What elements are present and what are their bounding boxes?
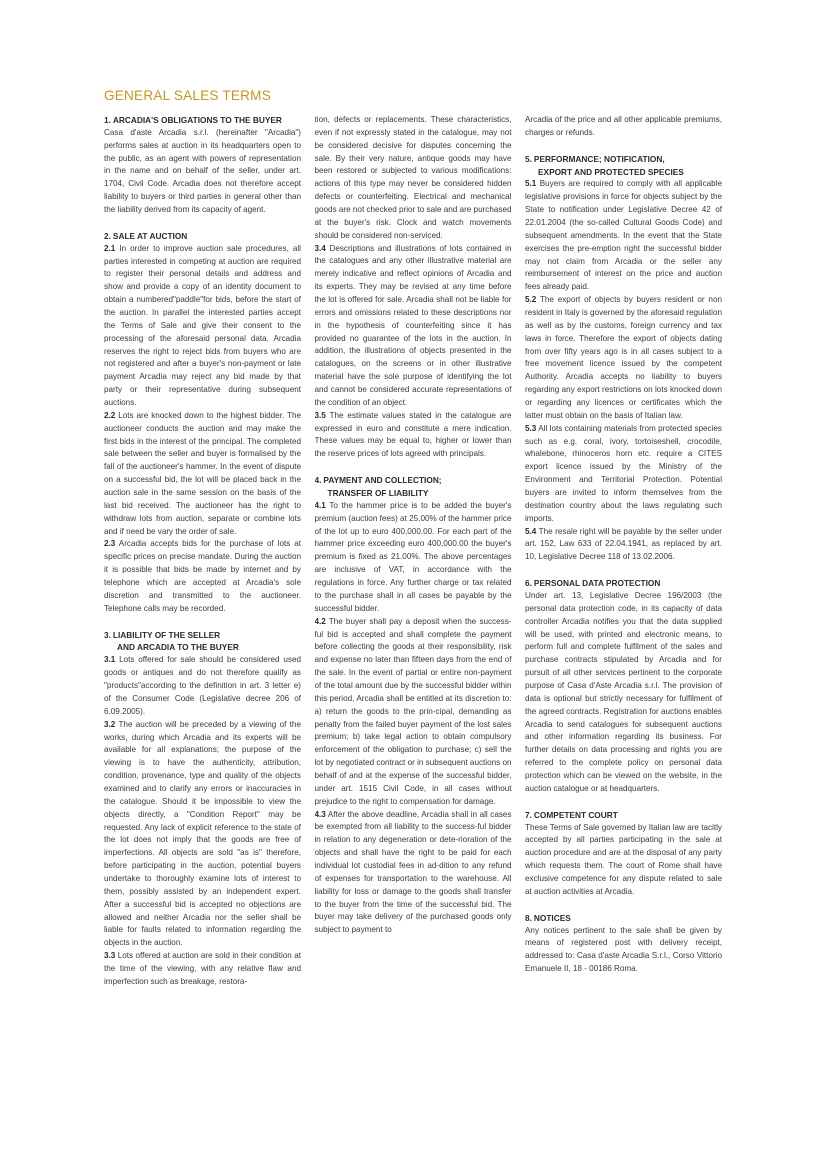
section-spacer — [525, 796, 722, 809]
clause-text: Arcadia of the price and all other applicable premiums, charges or refunds. — [525, 115, 722, 137]
clause-text: In order to improve auction sale procedures, all parties interested in competing at auction are required to register their personal details and address and show and provide a copy of an identity document to obtain a numbered"paddle"for bids, before the start of the auction. In parallel the interested parties accept the Terms of Sale and give their consent to the processing of the aforesaid personal data. Arcadia reserves the right to reject bids from buyers who are not registered and after a buyer's non-payment or late payment Arcadia may reject any bid made by that party or their representative during subsequent auctions. — [104, 243, 301, 408]
clause-number: 5.3 — [525, 423, 537, 433]
section-heading — [525, 153, 722, 179]
clause-text: To the hammer price is to be added the buyer's premium (auction fees) at 25.00% of the hammer price of the lot up to euro 400,000.00. For each part of the hammer price exceeding euro 400,000.00 the buyer's premium is fixed as 21.00%. The above percentages are inclusive of VAT, in accordance with the regulations in force. Any further charge or tax related to the purchase shall in all cases be payable by the successful bidder. — [314, 500, 512, 613]
section-heading-line: PERFORMANCE; NOTIFICATION, — [533, 153, 665, 164]
clause-paragraph — [315, 243, 512, 410]
section-heading-line: SALE AT AUCTION — [112, 230, 188, 241]
section-heading-line: COMPETENT COURT — [533, 809, 618, 820]
section-number: 8. — [525, 912, 532, 923]
section-heading — [525, 577, 722, 590]
section-heading-line: EXPORT AND PROTECTED SPECIES — [538, 166, 684, 177]
section-heading-line: ARCADIA'S OBLIGATIONS TO THE BUYER — [112, 115, 282, 125]
clause-text: Any notices pertinent to the sale shall be given by means of registered post with delivery receipt, addressed to: Casa d'aste Arcadia S.r.l., Corso Vittorio Emanuele II, 18 - 00186 Roma. — [525, 925, 722, 974]
section-heading-line: PAYMENT AND COLLECTION; — [323, 475, 442, 486]
clause-paragraph — [315, 114, 512, 243]
terms-columns — [104, 114, 722, 1114]
clause-text: Lots offered at auction are sold in their condition at the time of the viewing, with any relative flaw and imperfection such as breakage, restora- — [104, 951, 301, 986]
clause-text: The buyer shall pay a deposit when the success-ful bid is accepted and shall complete the payment before collecting the goods at their responsibility, risk and expense no later than fifteen days from the end of the sale. In the event of partial or entire non-payment of the total amount due by the successful bidder within this period, Arcadia shall be entitled at its discretion to: a) return the goods to the prin-cipal, demanding as penalty from the failed buyer payment of the lost sales premium; b) take legal action to obtain compulsory enforcement of the obligation to purchase; c) sell the lot by negotiated contract or in subsequent auctions on behalf of and at the expense of the successful bidder, under art. 1515 Civil Code, in all cases without prejudice to the right to compensation for damage. — [314, 616, 512, 806]
clause-text: Under art. 13, Legislative Decree 196/2003 (the personal data protection code, in its capacity of data controller Arcadia notifies you that the data supplied will be used, with printed and electronic means, to perform full and complete fulfilment of the sales and purchase contracts stipulated by Arcadia and for pursuit of all other services pertinent to the corporate purpose of Casa d'Aste Arcadia s.r.l. The provision of data is optional but strictly necessary for fulfilment of the agreed contracts. Registration for auctions enables Arcadia to send catalogues for subsequent auctions and other information regarding its business. For further details on data processing and rights you are referred to the complete policy on personal data protection which can be viewed on the website, in the auction catalogue or at headquarters. — [525, 591, 722, 793]
clause-number: 4.2 — [314, 616, 326, 626]
clause-text: Buyers are required to comply with all applicable legislative provisions in force for objects subject by the State to notification under Legislative Decree 42 of 22.01.2004 (the so-called Cultural Goods Code) and subsequent amendments. In the event that the State exercises the pre-emption right the successful bidder may not claim from Arcadia or the seller any reimbursement of interest on the price and auction fees already paid. — [525, 179, 722, 292]
clause-number: 2.3 — [104, 539, 116, 549]
clause-number: 2.2 — [104, 410, 116, 420]
section-spacer — [104, 616, 301, 629]
clause-number: 4.3 — [314, 809, 326, 819]
clause-paragraph — [525, 423, 722, 526]
clause-number: 3.5 — [314, 410, 326, 420]
clause-paragraph — [525, 590, 722, 796]
clause-paragraph — [315, 809, 512, 938]
section-number: 7. — [525, 809, 532, 820]
section-number: 6. — [525, 578, 532, 589]
clause-text: Lots are knocked down to the highest bidder. The auctioneer conducts the auction and may make the first bids in the interest of the principal. The completed sale between the seller and buyer is formalised by the fall of the auctioneer's hammer. In the event of dispute on a successful bid, the lot will be placed back in the auction sale in the same session on the basis of the last bid received. The auctioneer has the right to withdraw lots from auction, separate or combine lots and if need be vary the order of sale. — [104, 410, 301, 536]
clause-text: The resale right will be payable by the seller under art. 152, Law 633 of 22.04.1941, as replaced by art. 10, Legislative Decree 118 of 13.02.2006. — [525, 526, 722, 562]
clause-paragraph — [525, 925, 722, 976]
clause-text: All lots containing materials from protected species such as e.g. coral, ivory, tortoiseshell, crocodile, whalebone, rhinoceros horn etc. require a CITES export licence issued by the Ministry of the Environment and Territorial Protection. Potential buyers are invited to inform themselves from the destination country about the laws regulating such imports. — [525, 423, 722, 523]
clause-paragraph — [104, 243, 301, 410]
clause-number: 5.1 — [525, 179, 537, 189]
clause-paragraph — [104, 654, 301, 718]
section-heading — [104, 629, 301, 655]
section-heading — [525, 912, 722, 925]
section-heading — [104, 230, 301, 243]
clause-paragraph — [315, 616, 512, 809]
section-heading — [525, 809, 722, 822]
clause-text: Descriptions and illustrations of lots contained in the catalogues and any other illustrative material are merely indicative and reflect opinions of Arcadia and its experts. They may be revised at any time before the lot is offered for sale. Arcadia shall not be liable for errors and omissions related to these descriptions nor in the hypothesis of counterfeiting since it has provided no guarantee of the lots in the auction. In addition, the illustrations of objects presented in the catalogues, on the screens or in other illustrative material have the sole purpose of identifying the lot and cannot be considered accurate representations of the condition of an object. — [314, 243, 512, 407]
clause-number: 2.1 — [104, 243, 116, 253]
clause-paragraph — [104, 719, 301, 950]
clause-text: tion, defects or replacements. These characteristics, even if not expressly stated in the catalogue, may not be considered decisive for disputes concerning the sale. By their very nature, antique goods may have been restored or subjected to various modifications: actions of this type may never be considered hidden defects or counterfeiting. Electrical and mechanical goods are not checked prior to sale and are purchased at the buyer's risk. Clock and watch movements should be considered non-serviced. — [314, 115, 512, 240]
clause-text: The auction will be preceded by a viewing of the works, during which Arcadia and its experts will be available for all explanations; the purpose of the viewing is to have the authenticity, attribution, condition, provenance, type and quality of the objects examined and to clarify any errors or inaccuracies in the catalogue. Should it be impossible to view the objects directly, a "Condition Report" may be requested. Any lack of explicit reference to the state of the lot does not imply that the goods are free of imperfections. All objects are sold "as is" therefore, before participating in the auction, potential buyers undertake to thoroughly examine lots of interest to them, possibly assisted by an independent expert. After a successful bid is accepted no objections are allowed and neither Arcadia nor the seller shall be liable for faults related to information regarding the objects in the auction. — [104, 719, 301, 948]
clause-text: These Terms of Sale governed by Italian law are tacitly accepted by all parties participating in the sale at auction procedure and are at the disposal of any party which requests them. The court of Rome shall have exclusive competence for any dispute related to sale at auction activities at Arcadia. — [525, 822, 722, 896]
clause-text: Casa d'aste Arcadia s.r.l. (hereinafter "Arcadia") performs sales at auction in its headquarters open to the public, as an agent with powers of representation in the name and on behalf of the seller, under art. 1704, Civil Code. Arcadia does not therefore accept liability to buyers or third parties in general other than the liability derived from its capacity of agent. — [104, 127, 301, 215]
column-3 — [525, 114, 722, 1114]
section-number: 4. — [314, 475, 322, 486]
clause-paragraph — [104, 127, 301, 217]
clause-paragraph — [315, 410, 512, 461]
clause-paragraph — [525, 294, 722, 423]
clause-paragraph — [104, 410, 301, 539]
section-heading-line: AND ARCADIA TO THE BUYER — [117, 642, 239, 653]
column-2 — [315, 114, 512, 1114]
clause-paragraph — [525, 114, 722, 140]
section-heading-line: PERSONAL DATA PROTECTION — [533, 578, 661, 589]
clause-number: 3.2 — [104, 719, 116, 729]
section-spacer — [525, 899, 722, 912]
section-heading — [104, 114, 301, 127]
clause-text: Arcadia accepts bids for the purchase of lots at specific prices on precise mandate. During the auction it is possible that bids be made by internet and by telephone which are accepted at Arcadia's sole discretion and transmitted to the auctioneer. Telephone calls may be recorded. — [104, 539, 301, 613]
column-1 — [104, 114, 301, 1114]
section-spacer — [104, 217, 301, 230]
clause-paragraph — [525, 178, 722, 294]
clause-number: 5.4 — [525, 526, 537, 536]
clause-text: Lots offered for sale should be considered used goods or antiques and do not therefore qualify as "products"according to the definition in art. 3 letter e) of the Consumer Code (Legislative decree 206 of 6.09.2005). — [104, 655, 301, 716]
clause-number: 5.2 — [525, 295, 537, 305]
clause-paragraph — [104, 538, 301, 615]
section-heading-line: LIABILITY OF THE SELLER — [112, 629, 221, 640]
section-spacer — [525, 140, 722, 153]
clause-number: 3.4 — [314, 243, 326, 253]
section-number: 3. — [104, 629, 111, 640]
section-number: 2. — [104, 230, 111, 241]
clause-text: The estimate values stated in the catalogue are expressed in euro and constitute a mere indication. These values may be equal to, higher or lower than the reserve prices of lots agreed with principals. — [314, 410, 512, 459]
section-heading — [315, 474, 512, 500]
section-heading-line: NOTICES — [533, 912, 571, 923]
clause-text: The export of objects by buyers resident or non resident in Italy is governed by the aforesaid regulation as well as by the customs, foreign currency and tax laws in force. Therefore the export of objects dating from over fifty years ago is in all cases subject to a free movement licence issued by the competent Authority. Arcadia accepts no liability to buyers regarding any export restrictions on lots knocked down or regarding any licences or certificates which the latter must obtain on the basis of Italian law. — [525, 295, 722, 420]
section-heading-line: TRANSFER OF LIABILITY — [327, 488, 429, 498]
clause-number: 4.1 — [314, 500, 326, 510]
clause-paragraph — [315, 500, 512, 616]
clause-paragraph — [104, 950, 301, 989]
clause-number: 3.1 — [104, 655, 116, 665]
section-spacer — [315, 461, 512, 474]
clause-text: After the above deadline, Arcadia shall in all cases be exempted from all liability to the success-ful bidder in relation to any degeneration or dete-rioration of the objects and shall have the right to be paid for each individual lot custodial fees in ad-dition to any refund of expenses for transportation to the warehouse. All liability for loss or damage to the goods shall transfer to the buyer from the time of the successful bid. The buyer may take delivery of the purchased goods only subject to payment to — [314, 809, 512, 935]
page-title: GENERAL SALES TERMS — [104, 88, 271, 103]
section-number: 5. — [525, 153, 532, 164]
clause-paragraph — [525, 526, 722, 565]
section-number: 1. — [104, 115, 111, 125]
clause-paragraph — [525, 822, 722, 899]
clause-number: 3.3 — [104, 951, 116, 961]
section-spacer — [525, 564, 722, 577]
